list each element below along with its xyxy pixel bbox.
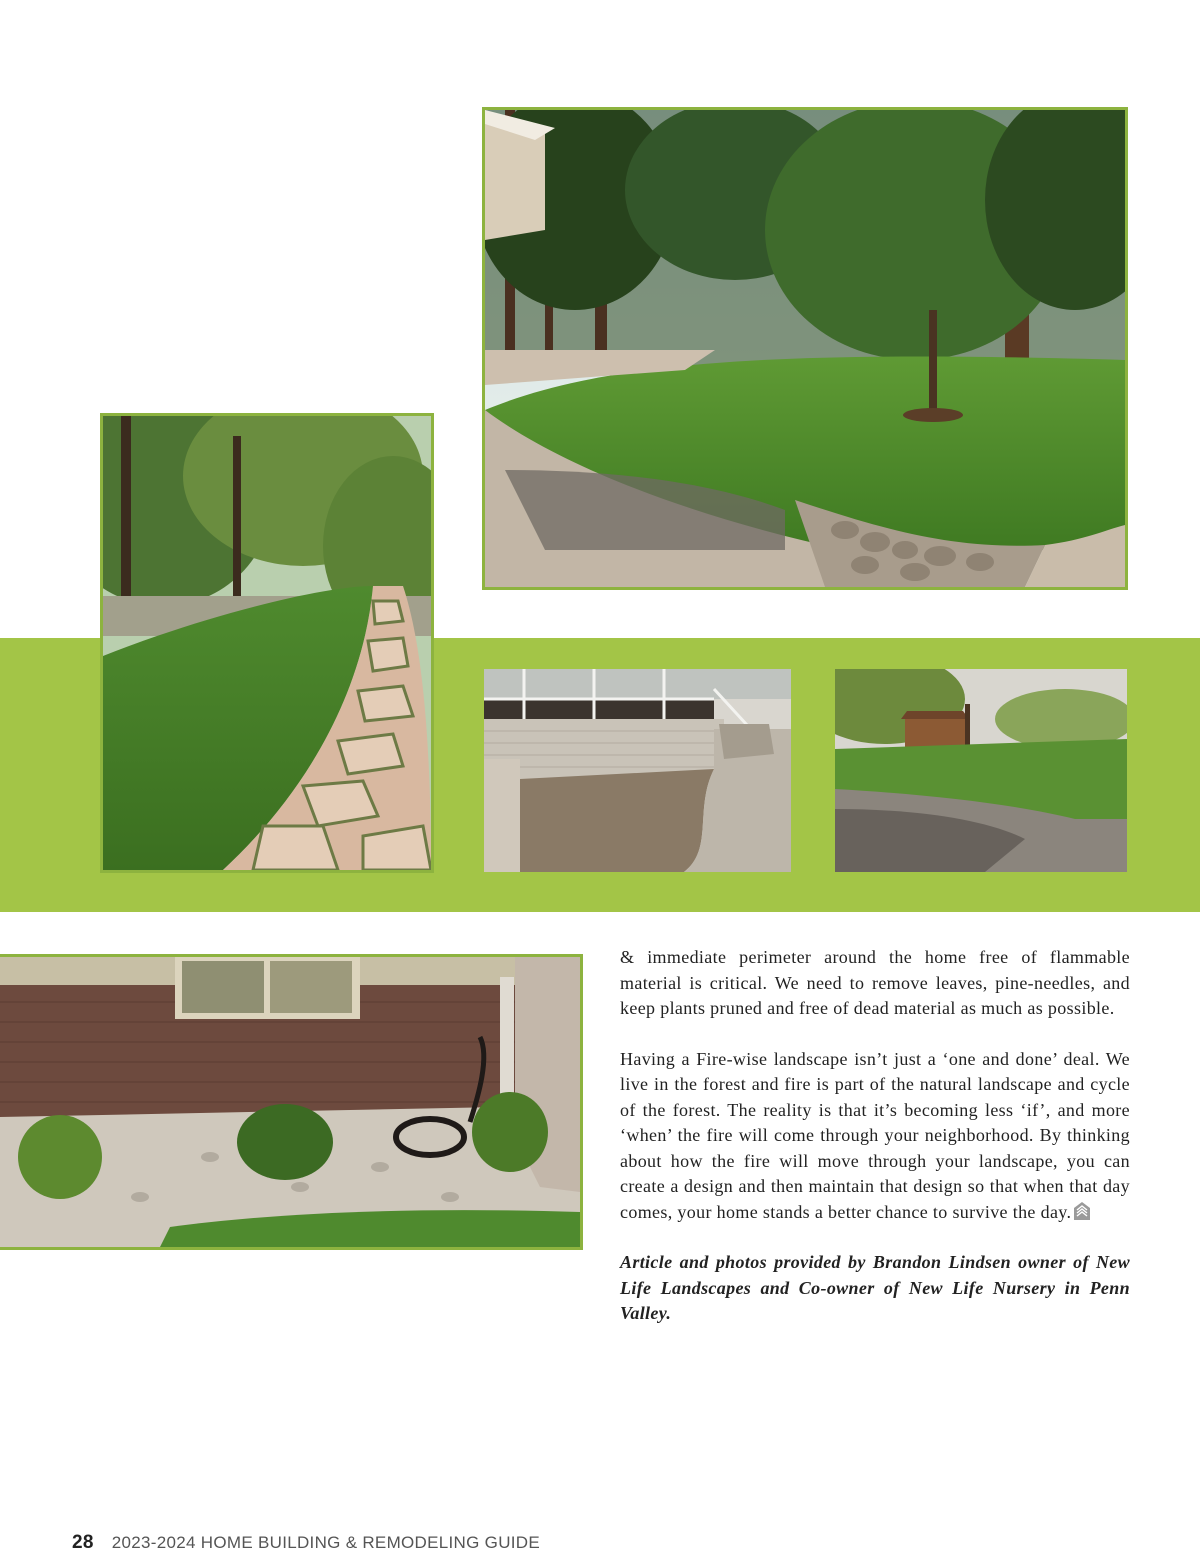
article-credit: Article and photos provided by Brandon Lindsen owner of New Life Landscapes and Co-owner of New Life Nursery in Penn Valley. [620, 1252, 1130, 1323]
page-footer [72, 1532, 540, 1554]
publication-title: 2023-2024 HOME BUILDING & REMODELING GUIDE [111, 1533, 541, 1552]
page-number: 28 [72, 1532, 94, 1553]
article-paragraph-1: & immediate perimeter around the home free of flammable material is critical. We need to remove leaves, pine-needles, and keep plants pruned and free of dead material as much as possible. [620, 947, 1130, 1018]
lawn-with-tree-and-driveway-photo [482, 107, 1128, 590]
lawn-with-shed-photo [835, 669, 1127, 872]
rock-bed-with-shrubs-photo [0, 954, 583, 1250]
article-paragraph-2 [620, 1047, 1130, 1226]
gravel-bed-beside-house-photo [484, 669, 791, 872]
house-end-mark-icon [1074, 1202, 1090, 1220]
article-body [620, 945, 1130, 1352]
stone-path-and-lawn-photo [100, 413, 434, 873]
article-paragraph-2-text: Having a Fire-wise landscape isn’t just a ‘one and done’ deal. We live in the forest and fire is part of the natural landscape and cycle of the forest. The reality is that it’s becoming less ‘if’, and more ‘when’ the fire will come through your neighborhood. By thinking about how the fire will move through your landscape, you can create a design and then maintain that design so that when that day comes, your home stands a better chance to survive the day. [620, 1048, 1130, 1222]
